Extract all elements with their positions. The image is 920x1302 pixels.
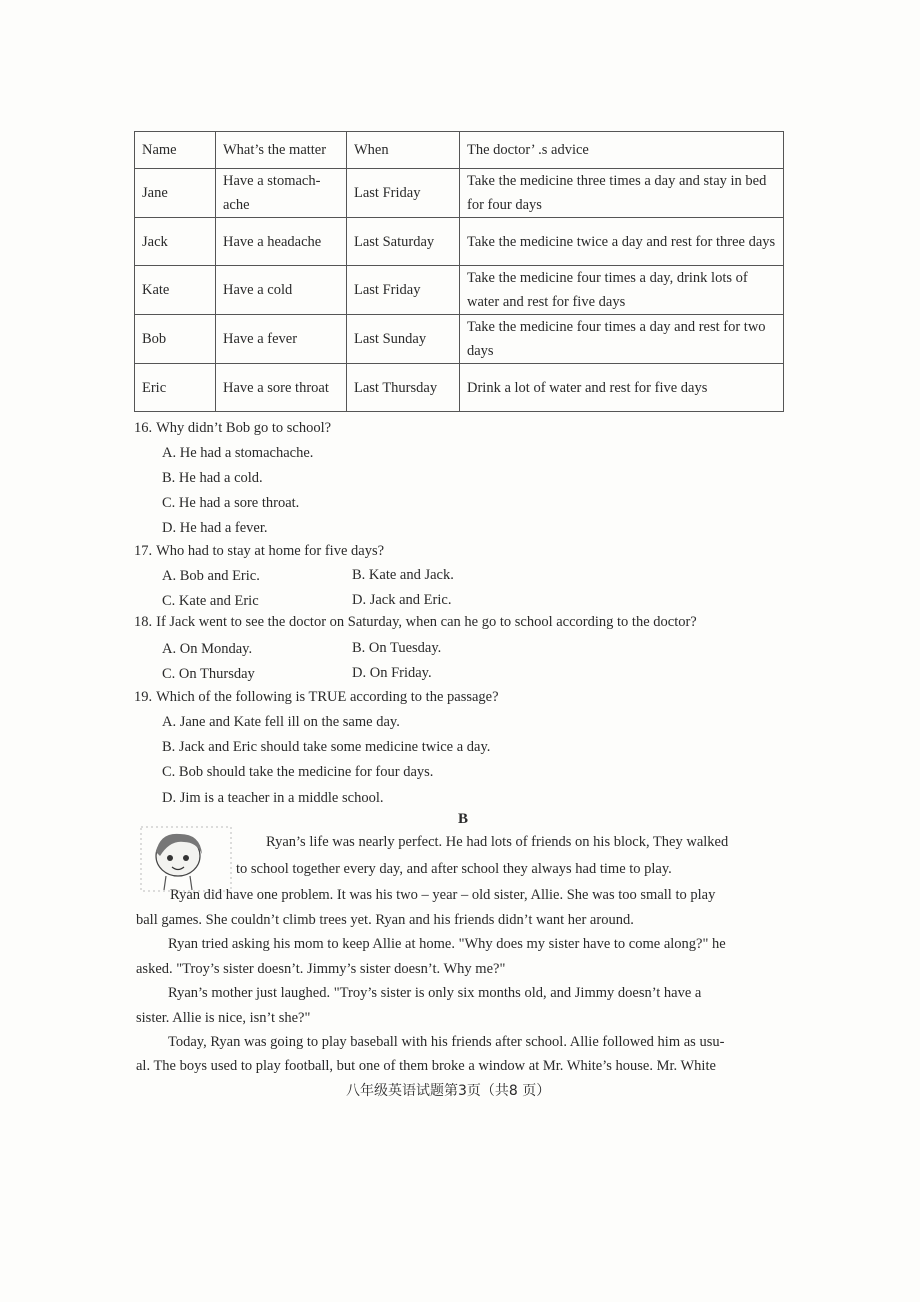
passage-line: to school together every day, and after school they always had time to play.	[236, 861, 672, 877]
passage-line: Ryan did have one problem. It was his two – year – old sister, Allie. She was too small to play	[170, 887, 716, 903]
header-when: When	[347, 132, 460, 169]
question-18	[134, 614, 697, 631]
passage-line: Today, Ryan was going to play baseball with his friends after school. Allie followed him as usu-	[168, 1034, 725, 1050]
question-number: 19.	[134, 689, 153, 705]
cell-when: Last Friday	[347, 169, 460, 218]
question-text: Which of the following is TRUE according to the passage?	[156, 689, 499, 705]
section-heading: B	[458, 811, 469, 827]
option-17a: A. Bob and Eric.	[162, 568, 260, 584]
option-16b: B. He had a cold.	[162, 470, 263, 486]
cell-name: Jane	[135, 169, 216, 218]
question-16	[134, 420, 331, 437]
cell-matter: Have a sore throat	[216, 364, 347, 412]
passage-line: Ryan’s life was nearly perfect. He had lots of friends on his block, They walked	[266, 834, 729, 850]
cell-advice: Take the medicine twice a day and rest for three days	[460, 218, 784, 266]
passage-line: ball games. She couldn’t climb trees yet. Ryan and his friends didn’t want her around.	[136, 912, 634, 928]
option-16c: C. He had a sore throat.	[162, 495, 300, 511]
option-18d: D. On Friday.	[352, 665, 432, 681]
cell-name: Bob	[135, 315, 216, 364]
option-19a: A. Jane and Kate fell ill on the same day.	[162, 714, 400, 730]
option-19b: B. Jack and Eric should take some medicine twice a day.	[162, 739, 491, 755]
page-footer: 八年级英语试题第3页（共8 页）	[346, 1083, 551, 1099]
table-row	[135, 218, 784, 266]
option-18c: C. On Thursday	[162, 666, 255, 682]
question-text: If Jack went to see the doctor on Saturday, when can he go to school according to the doctor?	[156, 614, 697, 630]
info-table	[134, 131, 784, 412]
cell-advice: Take the medicine four times a day and rest for two days	[460, 315, 784, 364]
header-matter: What’s the matter	[216, 132, 347, 169]
cell-advice: Take the medicine three times a day and stay in bed for four days	[460, 169, 784, 218]
question-number: 18.	[134, 614, 153, 630]
cell-when: Last Saturday	[347, 218, 460, 266]
passage-line: sister. Allie is nice, isn’t she?"	[136, 1010, 311, 1026]
cell-when: Last Thursday	[347, 364, 460, 412]
question-number: 16.	[134, 420, 153, 436]
cell-advice: Drink a lot of water and rest for five days	[460, 364, 784, 412]
cell-name: Jack	[135, 218, 216, 266]
question-number: 17.	[134, 543, 153, 559]
cell-when: Last Sunday	[347, 315, 460, 364]
option-18a: A. On Monday.	[162, 641, 253, 657]
cell-matter: Have a cold	[216, 266, 347, 315]
option-16a: A. He had a stomachache.	[162, 445, 314, 461]
cell-name: Kate	[135, 266, 216, 315]
table-row	[135, 169, 784, 218]
girl-illustration-icon	[140, 826, 232, 892]
option-17d: D. Jack and Eric.	[352, 592, 452, 608]
passage-line: al. The boys used to play football, but one of them broke a window at Mr. White’s house. Mr. White	[136, 1058, 716, 1074]
header-name: Name	[135, 132, 216, 169]
table-header-row	[135, 132, 784, 169]
option-16d: D. He had a fever.	[162, 520, 268, 536]
cell-matter: Have a headache	[216, 218, 347, 266]
question-text: Why didn’t Bob go to school?	[156, 420, 332, 436]
question-17	[134, 543, 384, 560]
cell-matter: Have a stomach-ache	[216, 169, 347, 218]
option-19c: C. Bob should take the medicine for four days.	[162, 764, 434, 780]
option-19d: D. Jim is a teacher in a middle school.	[162, 790, 384, 806]
option-18b: B. On Tuesday.	[352, 640, 442, 656]
question-text: Who had to stay at home for five days?	[156, 543, 385, 559]
table-row	[135, 266, 784, 315]
header-advice: The doctor’ .s advice	[460, 132, 784, 169]
cell-advice: Take the medicine four times a day, drink lots of water and rest for five days	[460, 266, 784, 315]
table-row	[135, 364, 784, 412]
passage-line: asked. "Troy’s sister doesn’t. Jimmy’s sister doesn’t. Why me?"	[136, 961, 506, 977]
question-19	[134, 689, 499, 706]
cell-when: Last Friday	[347, 266, 460, 315]
passage-line: Ryan’s mother just laughed. "Troy’s sister is only six months old, and Jimmy doesn’t have a	[168, 985, 702, 1001]
table-row	[135, 315, 784, 364]
option-17b: B. Kate and Jack.	[352, 567, 454, 583]
cell-name: Eric	[135, 364, 216, 412]
passage-line: Ryan tried asking his mom to keep Allie at home. "Why does my sister have to come along?" he	[168, 936, 726, 952]
option-17c: C. Kate and Eric	[162, 593, 259, 609]
cell-matter: Have a fever	[216, 315, 347, 364]
